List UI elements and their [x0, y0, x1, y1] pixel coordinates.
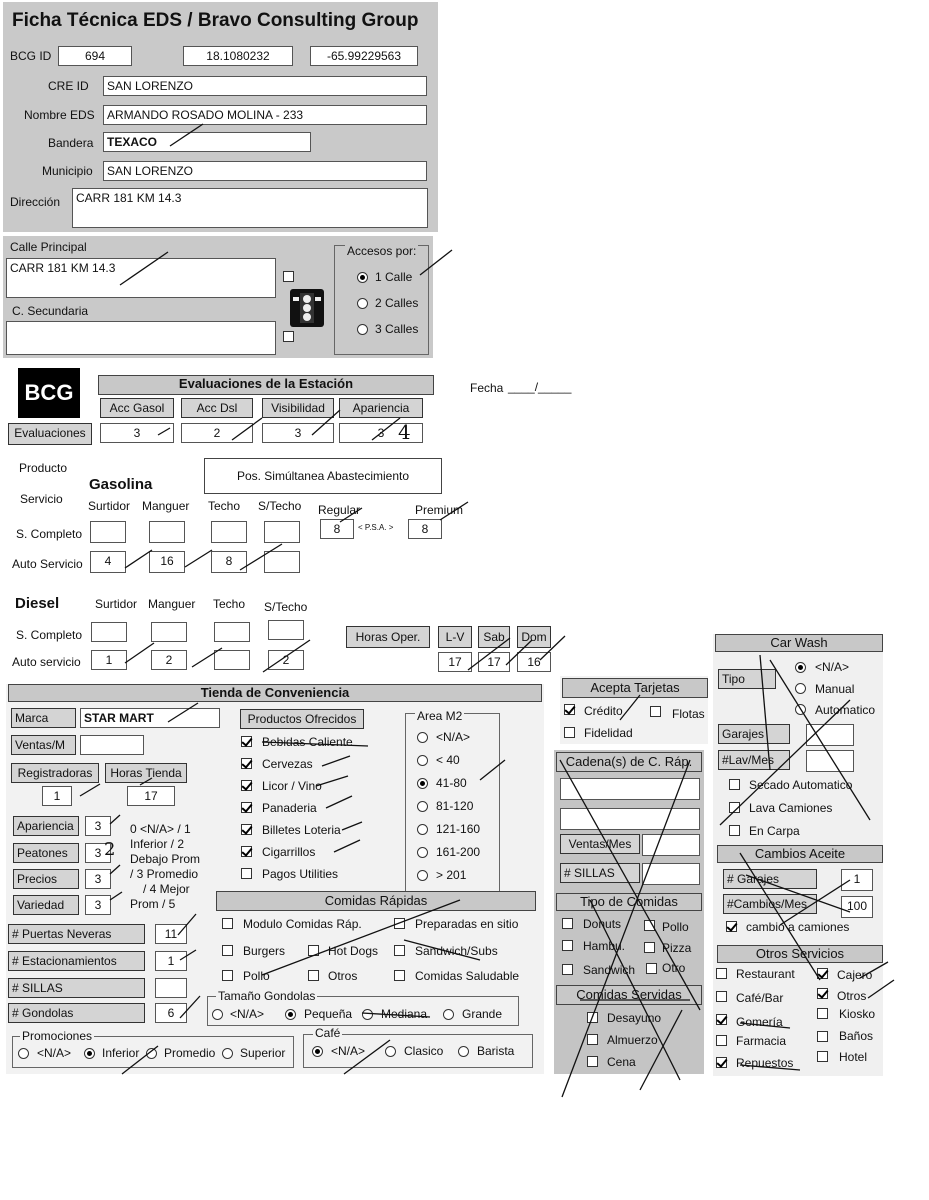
gas-col-techo: Techo	[208, 499, 241, 513]
cadena-sillas-label: # SILLAS	[560, 863, 640, 883]
carwash-lav-field[interactable]	[806, 750, 854, 772]
comida-check-2[interactable]	[222, 945, 233, 956]
puertas-field[interactable]: 11	[155, 924, 187, 944]
otros-check-0[interactable]	[716, 968, 727, 979]
carwash-check-1[interactable]	[729, 802, 740, 813]
registradoras-field[interactable]: 1	[42, 786, 72, 806]
carwash-label-2: Automatico	[815, 703, 876, 717]
tamano-radio-3[interactable]	[443, 1009, 454, 1020]
area-radio-4[interactable]	[417, 824, 428, 835]
otros-label-5: Kiosko	[839, 1007, 876, 1021]
tipo-label-2: Hambu.	[583, 939, 626, 953]
promo-radio-3[interactable]	[222, 1048, 233, 1059]
tipo-check-1[interactable]	[644, 920, 655, 931]
gas-col-surtidor: Surtidor	[88, 499, 131, 513]
calle-secundaria-field[interactable]	[6, 321, 276, 355]
regular-field[interactable]: 8	[320, 519, 354, 539]
peatones-handwritten: 2	[104, 839, 116, 860]
peatones-label: Peatones	[13, 843, 79, 863]
tamano-label: Tamaño Gondolas	[218, 989, 316, 1003]
municipio-label: Municipio	[42, 164, 93, 178]
area-radio-6[interactable]	[417, 870, 428, 881]
tienda-header: Tienda de Conveniencia	[8, 684, 542, 702]
otros-label-7: Baños	[839, 1029, 874, 1043]
form-title: Ficha Técnica EDS / Bravo Consulting Group	[12, 10, 419, 31]
estacionamientos-field[interactable]: 1	[155, 951, 187, 971]
apariencia-eval-label: Apariencia	[339, 398, 423, 418]
apariencia-rating-label: Apariencia	[13, 816, 79, 836]
tipo-comidas-header: Tipo de Comidas	[556, 893, 702, 911]
apariencia-rating-field[interactable]: 3	[85, 816, 111, 836]
fecha-label: Fecha	[470, 381, 504, 395]
accesos-1-radio[interactable]	[357, 272, 368, 283]
cadena-ventas-label: Ventas/Mes	[560, 834, 640, 854]
legend-1: 0 <N/A> / 1	[130, 822, 191, 836]
comida-check-5[interactable]	[222, 970, 233, 981]
otros-label-0: Restaurant	[736, 967, 795, 981]
dsl-auto-manguer[interactable]: 2	[151, 650, 187, 670]
comida-label-4: Sandwich/Subs	[415, 944, 498, 958]
legend-5: / 4 Mejor	[143, 882, 190, 896]
otros-label-2: Café/Bar	[736, 991, 784, 1005]
legend-2: Inferior / 2	[130, 837, 185, 851]
carwash-radio-0[interactable]	[795, 662, 806, 673]
area-label-3: 81-120	[436, 799, 474, 813]
area-radio-1[interactable]	[417, 755, 428, 766]
cafe-label-2: Barista	[477, 1044, 515, 1058]
hours-sab-field[interactable]: 17	[478, 652, 510, 672]
tarjetas-header: Acepta Tarjetas	[562, 678, 708, 698]
otros-check-8[interactable]	[716, 1057, 727, 1068]
otros-check-7[interactable]	[817, 1031, 828, 1042]
variedad-field[interactable]: 3	[85, 895, 111, 915]
bandera-label: Bandera	[48, 136, 94, 150]
aceite-cambios-label: #Cambios/Mes	[723, 894, 817, 914]
accesos-2-radio[interactable]	[357, 298, 368, 309]
tarjeta-label-1: Flotas	[672, 707, 705, 721]
hours-lv-label: L-V	[438, 626, 472, 648]
peatones-field[interactable]: 3	[85, 843, 111, 863]
hours-dom-label: Dom	[517, 626, 551, 648]
productos-ofrecidos-label: Productos Ofrecidos	[240, 709, 364, 729]
municipio-field[interactable]: SAN LORENZO	[103, 161, 427, 181]
servida-check-0[interactable]	[587, 1012, 598, 1023]
carwash-tipo-button[interactable]: Tipo	[718, 669, 776, 689]
promo-radio-1[interactable]	[84, 1048, 95, 1059]
premium-label: Premium	[415, 503, 464, 517]
producto-label-4: Billetes Loteria	[262, 823, 341, 837]
cadenas-header: Cadena(s) de C. Ráp.	[556, 752, 702, 772]
comida-label-5: Pollo	[243, 969, 270, 983]
cafe-radio-2[interactable]	[458, 1046, 469, 1057]
carwash-check-2[interactable]	[729, 825, 740, 836]
pos-simultanea-label: Pos. Simúltanea Abastecimiento	[236, 469, 410, 483]
otros-servicios-header: Otros Servicios	[717, 945, 883, 963]
carwash-radio-1[interactable]	[795, 683, 806, 694]
carwash-header: Car Wash	[715, 634, 883, 652]
puertas-label: # Puertas Neveras	[8, 924, 145, 944]
cre-id-field[interactable]: SAN LORENZO	[103, 76, 427, 96]
producto-check-4[interactable]	[241, 824, 252, 835]
cafe-label-1: Clasico	[404, 1044, 444, 1058]
gas-auto-techo[interactable]: 8	[211, 551, 247, 573]
gasolina-label: Gasolina	[89, 476, 153, 493]
longitude-field[interactable]: -65.99229563	[310, 46, 418, 66]
precios-label: Precios	[13, 869, 79, 889]
tipo-check-3[interactable]	[644, 942, 655, 953]
comida-label-7: Comidas Saludable	[415, 969, 520, 983]
dsl-row-auto: Auto servicio	[12, 655, 81, 669]
tipo-label-5: Otro	[662, 961, 686, 975]
producto-label-5: Cigarrillos	[262, 845, 316, 859]
carwash-garajes-field[interactable]	[806, 724, 854, 746]
otros-label-6: Farmacia	[736, 1034, 787, 1048]
horas-tienda-field[interactable]: 17	[127, 786, 175, 806]
tamano-radio-0[interactable]	[212, 1009, 223, 1020]
gondolas-label: # Gondolas	[8, 1003, 145, 1023]
nombre-label: Nombre EDS	[24, 108, 95, 122]
carwash-lav-label: #Lav/Mes	[718, 750, 790, 770]
hours-lv-field[interactable]: 17	[438, 652, 472, 672]
gas-col-manguer: Manguer	[142, 499, 190, 513]
otros-label-1: Cajero	[837, 968, 873, 982]
tarjeta-check-2[interactable]	[564, 727, 575, 738]
producto-check-3[interactable]	[241, 802, 252, 813]
tamano-label-0: <N/A>	[230, 1007, 265, 1021]
nombre-field[interactable]: ARMANDO ROSADO MOLINA - 233	[103, 105, 427, 125]
tipo-check-5[interactable]	[646, 963, 657, 974]
aceite-header: Cambios Aceite	[717, 845, 883, 863]
producto-label: Producto	[19, 461, 68, 475]
acc-gasol-field[interactable]: 3	[100, 423, 174, 443]
sillas-label: # SILLAS	[8, 978, 145, 998]
cafe-radio-1[interactable]	[385, 1046, 396, 1057]
servida-label-0: Desayuno	[607, 1011, 662, 1025]
psa-label: < P.S.A. >	[358, 523, 394, 532]
bandera-field[interactable]: TEXACO	[103, 132, 311, 152]
dsl-row-completo: S. Completo	[16, 628, 83, 642]
promo-radio-0[interactable]	[18, 1048, 29, 1059]
accesos-2-label: 2 Calles	[375, 296, 419, 310]
calle-principal-label: Calle Principal	[10, 240, 87, 254]
area-label: Area M2	[417, 709, 463, 723]
hours-sab-label: Sab	[478, 626, 510, 648]
aceite-camiones-check[interactable]	[726, 921, 737, 932]
gas-auto-manguer[interactable]: 16	[149, 551, 185, 573]
cadena-field-2[interactable]	[560, 808, 700, 830]
calle-secundaria-label: C. Secundaria	[12, 304, 89, 318]
aceite-garajes-field[interactable]: 1	[841, 869, 873, 891]
producto-check-5[interactable]	[241, 846, 252, 857]
bcg-logo	[18, 368, 80, 418]
tarjeta-check-1[interactable]	[650, 706, 661, 717]
tamano-label-3: Grande	[462, 1007, 503, 1021]
aceite-camiones-label: cambio a camiones	[746, 920, 850, 934]
carwash-check-label-2: En Carpa	[749, 824, 800, 838]
promo-label-2: Promedio	[164, 1046, 216, 1060]
gas-completo-surtidor[interactable]	[90, 521, 126, 543]
tarjeta-check-0[interactable]	[564, 704, 575, 715]
comidas-servidas-header: Comidas Servidas	[556, 985, 702, 1005]
accesos-3-label: 3 Calles	[375, 322, 419, 336]
producto-check-2[interactable]	[241, 780, 252, 791]
gas-row-completo: S. Completo	[16, 527, 83, 541]
calle-principal-field[interactable]: CARR 181 KM 14.3	[6, 258, 276, 298]
cafe-radio-0[interactable]	[312, 1046, 323, 1057]
comidas-rapidas-header: Comidas Rápidas	[216, 891, 536, 911]
gondolas-field[interactable]: 6	[155, 1003, 187, 1023]
area-label-6: > 201	[436, 868, 467, 882]
cre-id-label: CRE ID	[48, 79, 89, 93]
bcg-id-label: BCG ID	[10, 49, 52, 63]
variedad-label: Variedad	[13, 895, 79, 915]
calle-principal-check[interactable]	[283, 271, 294, 282]
marca-field[interactable]: STAR MART	[80, 708, 220, 728]
carwash-garajes-label: Garajes	[718, 724, 790, 744]
otros-label-3: Otros	[837, 989, 867, 1003]
area-label-1: < 40	[436, 753, 460, 767]
acc-dsl-label: Acc Dsl	[181, 398, 253, 418]
direccion-field[interactable]: CARR 181 KM 14.3	[72, 188, 428, 228]
comida-check-3[interactable]	[308, 945, 319, 956]
acc-gasol-label: Acc Gasol	[100, 398, 174, 418]
legend-3: Debajo Prom	[130, 852, 201, 866]
area-radio-0[interactable]	[417, 732, 428, 743]
otros-label-9: Hotel	[839, 1050, 868, 1064]
tipo-check-4[interactable]	[562, 964, 573, 975]
otros-label-8: Repuestos	[736, 1056, 794, 1070]
dsl-auto-techo[interactable]	[214, 650, 250, 670]
comida-check-1[interactable]	[394, 918, 405, 929]
otros-check-9[interactable]	[817, 1051, 828, 1062]
fecha-blank[interactable]: ____/_____	[508, 380, 572, 394]
tipo-label-0: Donuts	[583, 917, 622, 931]
aceite-cambios-field[interactable]: 100	[841, 896, 873, 918]
promo-label-0: <N/A>	[37, 1046, 72, 1060]
aceite-garajes-label: # Garajes	[723, 869, 817, 889]
cadena-sillas-field[interactable]	[642, 863, 700, 885]
horas-oper-button[interactable]: Horas Oper.	[346, 626, 430, 648]
comida-check-6[interactable]	[308, 970, 319, 981]
dsl-completo-surtidor[interactable]	[91, 622, 127, 642]
dsl-col-techo: Techo	[213, 597, 246, 611]
area-radio-3[interactable]	[417, 801, 428, 812]
gas-completo-stecho[interactable]	[264, 521, 300, 543]
comida-label-2: Burgers	[243, 944, 286, 958]
legend-6: Prom / 5	[130, 897, 176, 911]
area-label-0: <N/A>	[436, 730, 471, 744]
gas-row-auto: Auto Servicio	[12, 557, 83, 571]
promo-radio-2[interactable]	[146, 1048, 157, 1059]
producto-label-1: Cervezas	[262, 757, 313, 771]
otros-check-3[interactable]	[817, 988, 828, 999]
servida-label-1: Almuerzo	[607, 1033, 658, 1047]
servicio-label: Servicio	[20, 492, 63, 506]
regular-label: Regular	[318, 503, 361, 517]
tarjeta-label-2: Fidelidad	[584, 726, 633, 740]
apariencia-eval-field[interactable]: 3	[339, 423, 423, 443]
sillas-field[interactable]	[155, 978, 187, 998]
tipo-label-1: Pollo	[662, 920, 689, 934]
area-label-2: 41-80	[436, 776, 467, 790]
otros-check-4[interactable]	[716, 1014, 727, 1025]
accesos-3-radio[interactable]	[357, 324, 368, 335]
producto-check-0[interactable]	[241, 736, 252, 747]
dsl-completo-manguer[interactable]	[151, 622, 187, 642]
otros-check-6[interactable]	[716, 1035, 727, 1046]
promociones-label: Promociones	[22, 1029, 93, 1043]
otros-check-5[interactable]	[817, 1008, 828, 1019]
ventas-label: Ventas/M	[11, 735, 76, 755]
comida-label-6: Otros	[328, 969, 358, 983]
producto-label-6: Pagos Utilities	[262, 867, 339, 881]
dsl-completo-stecho[interactable]	[268, 620, 304, 640]
precios-field[interactable]: 3	[85, 869, 111, 889]
acc-dsl-field[interactable]: 2	[181, 423, 253, 443]
area-radio-5[interactable]	[417, 847, 428, 858]
hours-dom-field[interactable]: 16	[517, 652, 551, 672]
visibilidad-label: Visibilidad	[262, 398, 334, 418]
gas-auto-stecho[interactable]	[264, 551, 300, 573]
carwash-label-1: Manual	[815, 682, 855, 696]
promo-label-3: Superior	[240, 1046, 286, 1060]
producto-check-1[interactable]	[241, 758, 252, 769]
pos-simultanea-box	[204, 458, 442, 494]
carwash-check-label-1: Lava Camiones	[749, 801, 833, 815]
gas-completo-manguer[interactable]	[149, 521, 185, 543]
dsl-col-surtidor: Surtidor	[95, 597, 138, 611]
horas-tienda-label: Horas Tienda	[105, 763, 187, 783]
dsl-auto-surtidor[interactable]: 1	[91, 650, 127, 670]
latitude-field[interactable]: 18.1080232	[183, 46, 293, 66]
premium-field[interactable]: 8	[408, 519, 442, 539]
tipo-label-4: Sandwich	[583, 963, 636, 977]
servida-label-2: Cena	[607, 1055, 636, 1069]
bcg-logo-text: BCG	[24, 380, 74, 405]
servida-check-2[interactable]	[587, 1056, 598, 1067]
dsl-col-manguer: Manguer	[148, 597, 196, 611]
registradoras-label: Registradoras	[11, 763, 99, 783]
promo-label-1: Inferior	[102, 1046, 140, 1060]
comida-check-4[interactable]	[394, 945, 405, 956]
accesos-1-label: 1 Calle	[375, 270, 413, 284]
legend-4: / 3 Promedio	[130, 867, 199, 881]
tamano-label-2: Mediana	[381, 1007, 428, 1021]
area-label-5: 161-200	[436, 845, 481, 859]
otros-check-1[interactable]	[817, 968, 828, 979]
tipo-label-3: Pizza	[662, 941, 692, 955]
diesel-label: Diesel	[15, 595, 60, 612]
producto-check-6[interactable]	[241, 868, 252, 879]
otros-label-4: Gomería	[736, 1015, 783, 1029]
cadena-ventas-field[interactable]	[642, 834, 700, 856]
comida-label-3: Hot Dogs	[328, 944, 379, 958]
evaluaciones-button[interactable]: Evaluaciones	[8, 423, 92, 445]
carwash-radio-2[interactable]	[795, 704, 806, 715]
area-radio-2[interactable]	[417, 778, 428, 789]
direccion-label: Dirección	[10, 195, 61, 209]
producto-label-2: Licor / Vino	[262, 779, 322, 793]
dsl-col-stecho: S/Techo	[264, 600, 308, 614]
carwash-check-label-0: Secado Automatico	[749, 778, 853, 792]
tarjeta-label-0: Crédito	[584, 704, 623, 718]
tipo-check-2[interactable]	[562, 940, 573, 951]
marca-label: Marca	[11, 708, 76, 728]
traffic-light-icon	[290, 289, 324, 327]
dsl-auto-stecho[interactable]: 2	[268, 650, 304, 670]
estacionamientos-label: # Estacionamientos	[8, 951, 145, 971]
comida-check-0[interactable]	[222, 918, 233, 929]
comida-label-1: Preparadas en sitio	[415, 917, 519, 931]
producto-label-0: Bebidas Caliente	[262, 735, 353, 749]
evaluaciones-header: Evaluaciones de la Estación	[98, 375, 434, 395]
bcg-id-field[interactable]: 694	[58, 46, 132, 66]
comida-label-0: Modulo Comidas Ráp.	[243, 917, 362, 931]
gas-auto-surtidor[interactable]: 4	[90, 551, 126, 573]
tamano-label-1: Pequeña	[304, 1007, 353, 1021]
gas-completo-techo[interactable]	[211, 521, 247, 543]
cafe-label-0: <N/A>	[331, 1044, 366, 1058]
producto-label-3: Panaderia	[262, 801, 317, 815]
tamano-radio-2[interactable]	[362, 1009, 373, 1020]
cadena-field-1[interactable]	[560, 778, 700, 800]
tamano-radio-1[interactable]	[285, 1009, 296, 1020]
accesos-label: Accesos por:	[347, 244, 417, 258]
comida-check-7[interactable]	[394, 970, 405, 981]
dsl-completo-techo[interactable]	[214, 622, 250, 642]
ventas-field[interactable]	[80, 735, 144, 755]
gas-col-stecho: S/Techo	[258, 499, 302, 513]
cafe-label: Café	[315, 1026, 341, 1040]
apariencia-handwritten: 4	[398, 420, 411, 444]
servida-check-1[interactable]	[587, 1034, 598, 1045]
otros-check-2[interactable]	[716, 991, 727, 1002]
area-label-4: 121-160	[436, 822, 481, 836]
visibilidad-field[interactable]: 3	[262, 423, 334, 443]
calle-secundaria-check[interactable]	[283, 331, 294, 342]
carwash-check-0[interactable]	[729, 779, 740, 790]
tipo-check-0[interactable]	[562, 918, 573, 929]
carwash-label-0: <N/A>	[815, 660, 850, 674]
